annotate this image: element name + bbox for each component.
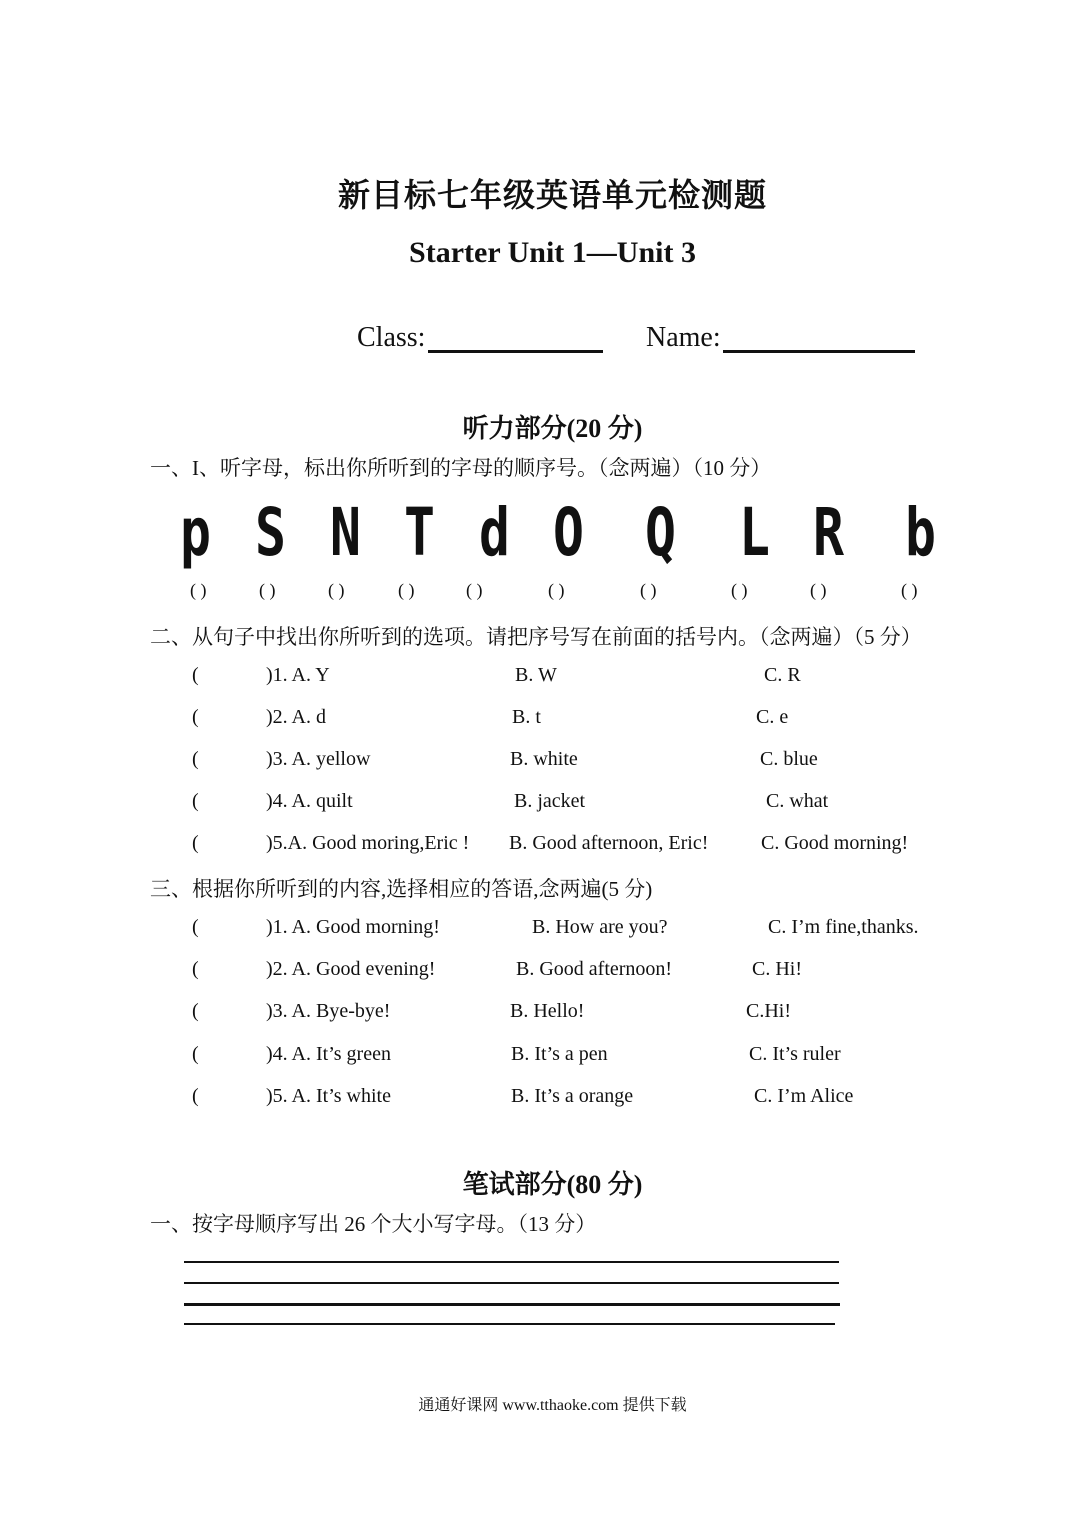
option-c: C.Hi! — [746, 1000, 791, 1022]
page-subtitle: Starter Unit 1—Unit 3 — [409, 236, 696, 269]
writing-line[interactable] — [184, 1261, 839, 1263]
option-a: )2. A. d — [266, 706, 326, 728]
answer-paren[interactable]: ( ) — [810, 580, 827, 600]
answer-paren[interactable]: ( ) — [398, 580, 415, 600]
option-c: C. R — [764, 664, 801, 686]
option-a: )5. A. It’s white — [266, 1085, 391, 1107]
option-c: C. I’m Alice — [754, 1085, 854, 1107]
letter-item: S — [255, 494, 287, 571]
footer-credit: 通通好课网 www.tthaoke.com 提供下载 — [418, 1397, 687, 1414]
written-part1-instruction: 一、按字母顺序写出 26 个大小写字母。（13 分） — [150, 1212, 597, 1236]
letter-item: O — [553, 494, 585, 571]
question-paren[interactable]: ( — [192, 664, 199, 686]
option-a: )3. A. yellow — [266, 748, 371, 770]
option-c: C. I’m fine,thanks. — [768, 916, 919, 938]
answer-paren[interactable]: ( ) — [259, 580, 276, 600]
answer-paren[interactable]: ( ) — [466, 580, 483, 600]
writing-line[interactable] — [184, 1303, 840, 1306]
option-c: C. Hi! — [752, 958, 802, 980]
class-blank[interactable] — [428, 350, 603, 353]
option-a: )1. A. Good morning! — [266, 916, 440, 938]
letter-item: R — [813, 494, 845, 571]
option-a: )2. A. Good evening! — [266, 958, 436, 980]
option-b: B. It’s a pen — [511, 1043, 608, 1065]
written-heading: 笔试部分(80 分) — [462, 1170, 643, 1199]
option-b: B. jacket — [514, 790, 586, 812]
letter-item: L — [739, 494, 771, 571]
question-paren[interactable]: ( — [192, 832, 199, 854]
option-b: B. W — [515, 664, 557, 686]
page-title: 新目标七年级英语单元检测题 — [337, 177, 767, 213]
question-paren[interactable]: ( — [192, 1085, 199, 1107]
letter-item: T — [404, 494, 436, 571]
option-a: )1. A. Y — [266, 664, 330, 686]
question-paren[interactable]: ( — [192, 1000, 199, 1022]
option-a: )3. A. Bye-bye! — [266, 1000, 391, 1022]
option-c: C. It’s ruler — [749, 1043, 841, 1065]
answer-paren[interactable]: ( ) — [901, 580, 918, 600]
option-b: B. It’s a orange — [511, 1085, 634, 1107]
question-paren[interactable]: ( — [192, 706, 199, 728]
answer-paren[interactable]: ( ) — [328, 580, 345, 600]
option-b: B. t — [512, 706, 541, 728]
option-b: B. Hello! — [510, 1000, 585, 1022]
letter-item: Q — [645, 494, 677, 571]
listening-part2-instruction: 二、从句子中找出你所听到的选项。请把序号写在前面的括号内。（念两遍）（5 分） — [150, 625, 922, 649]
question-paren[interactable]: ( — [192, 748, 199, 770]
answer-paren[interactable]: ( ) — [731, 580, 748, 600]
option-a: )5.A. Good moring,Eric ! — [266, 832, 470, 854]
question-paren[interactable]: ( — [192, 958, 199, 980]
option-c: C. blue — [760, 748, 818, 770]
letter-item: b — [905, 494, 937, 571]
option-b: B. white — [510, 748, 578, 770]
option-b: B. How are you? — [532, 916, 668, 938]
listening-part3-instruction: 三、根据你所听到的内容,选择相应的答语,念两遍(5 分) — [150, 877, 653, 901]
question-paren[interactable]: ( — [192, 790, 199, 812]
option-b: B. Good afternoon, Eric! — [509, 832, 709, 854]
name-blank[interactable] — [723, 350, 915, 353]
letter-item: N — [330, 494, 362, 571]
listening-heading: 听力部分(20 分) — [462, 414, 643, 443]
answer-paren[interactable]: ( ) — [640, 580, 657, 600]
writing-line[interactable] — [184, 1323, 835, 1325]
option-a: )4. A. quilt — [266, 790, 353, 812]
option-c: C. what — [766, 790, 829, 812]
option-c: C. Good morning! — [761, 832, 909, 854]
answer-paren[interactable]: ( ) — [190, 580, 207, 600]
listening-part1-instruction: 一、I、听字母，标出你所听到的字母的顺序号。（念两遍）（10 分） — [150, 456, 772, 480]
option-b: B. Good afternoon! — [516, 958, 673, 980]
letter-item: d — [479, 494, 511, 571]
question-paren[interactable]: ( — [192, 1043, 199, 1065]
option-a: )4. A. It’s green — [266, 1043, 391, 1065]
letter-item: p — [180, 494, 212, 571]
name-label: Name: — [646, 322, 721, 353]
question-paren[interactable]: ( — [192, 916, 199, 938]
writing-line[interactable] — [184, 1282, 839, 1284]
answer-paren[interactable]: ( ) — [548, 580, 565, 600]
class-label: Class: — [357, 322, 426, 353]
option-c: C. e — [756, 706, 789, 728]
